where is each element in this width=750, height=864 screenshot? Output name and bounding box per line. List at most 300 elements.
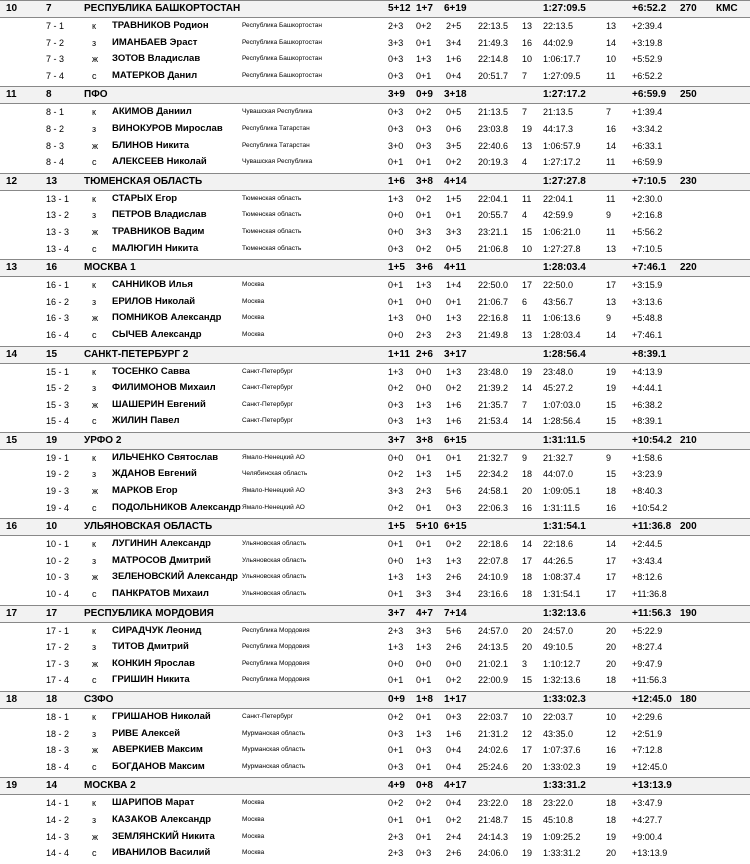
member-shoot-standing: 0+0 (416, 366, 432, 377)
member-stage: ж (92, 140, 99, 151)
member-shoot-standing: 0+1 (416, 452, 432, 463)
member-behind: +6:38.2 (632, 399, 663, 410)
member-row (0, 397, 750, 414)
member-leg-place: 17 (522, 280, 533, 291)
member-cum-place: 15 (606, 469, 617, 480)
member-cum-place: 20 (606, 642, 617, 653)
member-row (0, 795, 750, 812)
member-cum-place: 14 (606, 37, 617, 48)
member-list (0, 277, 750, 343)
member-region: Санкт-Петербург (242, 713, 293, 720)
member-leg-time: 24:57.0 (478, 625, 509, 636)
member-name: ГРИШИН Никита (112, 674, 190, 686)
team-name: РЕСПУБЛИКА БАШКОРТОСТАН (84, 3, 241, 14)
spacer (0, 862, 750, 864)
member-row (0, 310, 750, 327)
member-shoot-sum: 1+6 (446, 54, 462, 65)
member-leg-time: 20:51.7 (478, 70, 509, 81)
member-behind: +8:39.1 (632, 416, 663, 427)
member-row (0, 413, 750, 430)
team-row (0, 346, 750, 364)
member-name: ШАРИПОВ Марат (112, 797, 195, 809)
team-block (0, 86, 750, 172)
member-behind: +3:47.9 (632, 798, 663, 809)
member-leg-time: 21:06.7 (478, 296, 509, 307)
team-penalty-total: 4+17 (444, 780, 467, 792)
member-number: 13 - 2 (46, 210, 70, 221)
member-behind: +9:47.9 (632, 658, 663, 669)
member-shoot-sum: 0+5 (446, 243, 462, 254)
member-cum-time: 1:27:09.5 (543, 70, 581, 81)
team-block (0, 691, 750, 777)
member-cum-place: 19 (606, 761, 617, 772)
team-place: 11 (6, 89, 17, 101)
member-shoot-sum: 0+4 (446, 70, 462, 81)
member-name: ЗЕМЛЯНСКИЙ Никита (112, 830, 215, 842)
member-behind: +8:12.6 (632, 572, 663, 583)
member-shoot-prone: 0+0 (388, 329, 404, 340)
member-shoot-prone: 0+2 (388, 383, 404, 394)
member-shoot-sum: 0+2 (446, 675, 462, 686)
member-number: 14 - 1 (46, 798, 70, 809)
member-name: АВЕРКИЕВ Максим (112, 744, 203, 756)
member-stage: с (92, 589, 97, 600)
member-shoot-standing: 0+3 (416, 123, 432, 134)
member-number: 18 - 2 (46, 728, 70, 739)
member-number: 18 - 3 (46, 745, 70, 756)
member-name: ПАНКРАТОВ Михаил (112, 588, 209, 600)
member-leg-place: 17 (522, 745, 533, 756)
member-shoot-prone: 1+3 (388, 572, 404, 583)
member-cum-time: 44:26.5 (543, 555, 574, 566)
member-number: 15 - 2 (46, 383, 70, 394)
member-number: 8 - 3 (46, 140, 65, 151)
member-stage: с (92, 502, 97, 513)
team-penalty-prone: 3+7 (388, 607, 405, 619)
member-cum-place: 19 (606, 831, 617, 842)
team-row (0, 691, 750, 709)
member-leg-time: 23:21.1 (478, 226, 509, 237)
member-stage: к (92, 366, 96, 377)
member-leg-place: 7 (522, 399, 528, 410)
member-number: 16 - 2 (46, 296, 70, 307)
team-block (0, 346, 750, 432)
member-leg-time: 22:13.5 (478, 21, 509, 31)
member-behind: +11:56.3 (632, 675, 667, 686)
member-behind: +7:12.8 (632, 745, 663, 756)
member-leg-time: 24:14.3 (478, 831, 509, 842)
member-leg-time: 22:18.6 (478, 539, 509, 550)
member-shoot-standing: 0+0 (416, 313, 432, 324)
member-leg-time: 22:50.0 (478, 280, 509, 291)
member-cum-place: 11 (606, 193, 616, 204)
member-shoot-standing: 1+3 (416, 399, 432, 410)
member-leg-place: 19 (522, 123, 533, 134)
team-penalty-prone: 4+9 (388, 780, 405, 792)
member-name: АКИМОВ Даниил (112, 106, 192, 118)
member-shoot-standing: 0+2 (416, 243, 432, 254)
member-number: 7 - 2 (46, 37, 65, 48)
member-leg-place: 20 (522, 642, 533, 653)
member-shoot-prone: 3+3 (388, 486, 404, 497)
team-penalty-standing: 0+9 (416, 89, 433, 101)
team-time: 1:33:02.3 (543, 694, 586, 705)
member-stage: з (92, 210, 97, 221)
member-cum-time: 42:59.9 (543, 210, 574, 221)
member-row (0, 294, 750, 311)
member-leg-time: 22:00.9 (478, 675, 509, 686)
member-shoot-standing: 0+0 (416, 296, 432, 307)
member-region: Санкт-Петербург (242, 384, 293, 392)
member-cum-time: 1:06:57.9 (543, 140, 581, 151)
member-number: 7 - 3 (46, 54, 65, 65)
member-cum-time: 1:33:02.3 (543, 761, 581, 772)
member-cum-time: 49:10.5 (543, 642, 574, 653)
member-row (0, 623, 750, 640)
member-stage: с (92, 70, 97, 81)
member-shoot-sum: 2+3 (446, 329, 462, 340)
member-name: МАТРОСОВ Дмитрий (112, 554, 211, 566)
member-cum-place: 19 (606, 383, 617, 394)
member-row (0, 812, 750, 829)
member-leg-place: 15 (522, 675, 533, 686)
member-region: Москва (242, 281, 265, 289)
member-shoot-standing: 0+0 (416, 383, 432, 394)
member-cum-time: 1:27:27.8 (543, 243, 581, 254)
member-stage: ж (92, 313, 99, 324)
member-leg-time: 21:53.4 (478, 416, 509, 427)
member-behind: +2:16.8 (632, 210, 663, 221)
member-behind: +9:00.4 (632, 831, 663, 842)
member-shoot-prone: 2+3 (388, 625, 404, 636)
member-behind: +2:51.9 (632, 728, 663, 739)
member-cum-time: 45:27.2 (543, 383, 574, 394)
member-leg-time: 21:35.7 (478, 399, 509, 410)
team-bib: 13 (46, 175, 58, 187)
member-cum-place: 10 (606, 54, 617, 65)
member-region: Республика Башкортостан (242, 22, 322, 29)
member-shoot-prone: 0+1 (388, 814, 404, 825)
member-shoot-standing: 3+3 (416, 625, 432, 636)
member-cum-time: 1:28:56.4 (543, 416, 581, 427)
member-name: СЫЧЕВ Александр (112, 328, 202, 340)
member-leg-place: 18 (522, 572, 533, 583)
member-shoot-standing: 0+1 (416, 761, 432, 772)
member-list (0, 364, 750, 430)
member-cum-time: 23:48.0 (543, 366, 574, 377)
member-shoot-standing: 1+3 (416, 469, 432, 480)
member-region: Республика Башкортостан (242, 55, 322, 63)
member-leg-time: 21:49.3 (478, 37, 509, 48)
member-behind: +12:45.0 (632, 761, 668, 772)
member-number: 19 - 1 (46, 452, 70, 463)
member-behind: +3:15.9 (632, 280, 663, 291)
member-name: ШАШЕРИН Евгений (112, 398, 206, 410)
team-place: 16 (6, 521, 18, 533)
member-shoot-prone: 2+3 (388, 848, 404, 859)
member-row (0, 466, 750, 483)
member-leg-place: 16 (522, 37, 533, 48)
team-place: 17 (6, 607, 18, 619)
member-name: ГРИШАНОВ Николай (112, 711, 211, 722)
team-bib: 10 (46, 521, 58, 533)
team-behind: +12:45.0 (632, 694, 672, 705)
member-behind: +13:13.9 (632, 848, 668, 859)
member-cum-place: 10 (606, 712, 617, 722)
member-shoot-prone: 2+3 (388, 831, 404, 842)
team-penalty-total: 6+15 (444, 521, 467, 533)
team-penalty-prone: 5+12 (388, 3, 411, 14)
team-bib: 17 (46, 607, 58, 619)
member-cum-time: 45:10.8 (543, 814, 574, 825)
team-row (0, 605, 750, 623)
member-row (0, 726, 750, 743)
member-shoot-sum: 5+6 (446, 625, 462, 636)
member-leg-place: 10 (522, 54, 533, 65)
member-cum-place: 7 (606, 107, 612, 118)
member-leg-place: 18 (522, 798, 533, 809)
team-block (0, 0, 750, 86)
member-cum-time: 23:22.0 (543, 798, 574, 809)
team-place: 18 (6, 694, 18, 705)
member-row (0, 536, 750, 553)
team-name: МОСКВА 1 (84, 262, 136, 274)
team-time: 1:33:31.2 (543, 780, 586, 792)
member-shoot-standing: 1+3 (416, 555, 432, 566)
member-stage: з (92, 296, 97, 307)
member-shoot-prone: 0+3 (388, 399, 404, 410)
member-leg-time: 24:13.5 (478, 642, 509, 653)
member-number: 14 - 4 (46, 848, 70, 859)
member-shoot-standing: 0+3 (416, 140, 432, 151)
member-shoot-standing: 1+3 (416, 572, 432, 583)
member-list (0, 709, 750, 775)
member-behind: +5:56.2 (632, 226, 663, 237)
team-points: 230 (680, 175, 697, 187)
member-shoot-sum: 0+2 (446, 539, 462, 550)
team-block (0, 518, 750, 604)
team-penalty-total: 3+18 (444, 89, 467, 101)
member-behind: +6:52.2 (632, 70, 663, 81)
member-shoot-sum: 1+5 (446, 193, 462, 204)
member-number: 19 - 3 (46, 486, 70, 497)
member-leg-place: 4 (522, 210, 528, 221)
member-number: 17 - 1 (46, 625, 70, 636)
member-leg-time: 25:24.6 (478, 761, 509, 772)
member-shoot-prone: 0+1 (388, 157, 404, 168)
team-rank: КМС (716, 3, 738, 14)
member-shoot-prone: 1+3 (388, 193, 404, 204)
member-shoot-prone: 1+3 (388, 313, 404, 324)
member-cum-place: 9 (606, 313, 612, 324)
member-leg-place: 3 (522, 658, 528, 669)
team-penalty-total: 7+14 (444, 607, 467, 619)
member-shoot-sum: 0+4 (446, 761, 462, 772)
member-cum-place: 17 (606, 572, 617, 583)
member-cum-time: 1:10:12.7 (543, 658, 581, 669)
member-shoot-sum: 5+6 (446, 486, 462, 497)
member-name: ЗЕЛЕНОВСКИЙ Александр (112, 571, 238, 583)
member-number: 10 - 1 (46, 539, 70, 550)
member-cum-time: 22:03.7 (543, 712, 574, 722)
member-region: Мурманская область (242, 762, 306, 770)
member-region: Москва (242, 314, 265, 322)
member-cum-time: 1:09:05.1 (543, 486, 581, 497)
team-penalty-prone: 3+7 (388, 434, 405, 446)
member-name: ТРАВНИКОВ Вадим (112, 225, 205, 237)
member-region: Ульяновская область (242, 540, 307, 548)
member-stage: к (92, 193, 96, 204)
member-leg-place: 4 (522, 157, 528, 168)
team-row (0, 173, 750, 191)
team-place: 19 (6, 780, 18, 792)
member-list (0, 18, 750, 84)
member-cum-place: 14 (606, 329, 617, 340)
member-region: Республика Башкортостан (242, 38, 322, 46)
member-shoot-prone: 0+0 (388, 452, 404, 463)
member-stage: с (92, 675, 97, 686)
team-penalty-prone: 1+11 (388, 348, 410, 360)
member-shoot-prone: 0+1 (388, 589, 404, 600)
member-cum-time: 1:28:03.4 (543, 329, 581, 340)
member-leg-place: 13 (522, 329, 533, 340)
member-stage: з (92, 555, 97, 566)
member-leg-time: 22:07.8 (478, 555, 509, 566)
member-shoot-sum: 0+3 (446, 712, 462, 722)
member-shoot-standing: 0+1 (416, 157, 432, 168)
member-shoot-prone: 0+0 (388, 226, 404, 237)
member-leg-time: 21:39.2 (478, 383, 509, 394)
team-behind: +6:59.9 (632, 89, 667, 101)
team-name: ПФО (84, 89, 108, 101)
member-leg-time: 21:06.8 (478, 243, 509, 254)
member-behind: +3:43.4 (632, 555, 663, 566)
member-leg-time: 23:48.0 (478, 366, 509, 377)
member-name: ТИТОВ Дмитрий (112, 641, 189, 653)
member-number: 8 - 1 (46, 107, 65, 118)
team-penalty-prone: 1+5 (388, 262, 405, 274)
member-cum-place: 18 (606, 675, 617, 686)
member-leg-time: 22:16.8 (478, 313, 509, 324)
team-penalty-total: 4+14 (444, 175, 467, 187)
member-row (0, 380, 750, 397)
team-bib: 7 (46, 3, 52, 14)
member-row (0, 51, 750, 68)
member-number: 18 - 4 (46, 761, 70, 772)
member-shoot-standing: 2+3 (416, 486, 432, 497)
member-list (0, 104, 750, 170)
member-stage: к (92, 539, 96, 550)
team-behind: +10:54.2 (632, 434, 672, 446)
member-leg-time: 24:02.6 (478, 745, 509, 756)
member-shoot-prone: 0+0 (388, 210, 404, 221)
member-cum-time: 1:07:03.0 (543, 399, 581, 410)
team-behind: +11:36.8 (632, 521, 672, 533)
member-shoot-prone: 0+1 (388, 296, 404, 307)
team-behind: +11:56.3 (632, 607, 672, 619)
member-cum-place: 13 (606, 296, 617, 307)
team-name: МОСКВА 2 (84, 780, 136, 792)
team-row (0, 86, 750, 104)
member-shoot-sum: 3+3 (446, 226, 462, 237)
member-row (0, 742, 750, 759)
member-leg-place: 14 (522, 383, 533, 394)
team-behind: +7:46.1 (632, 262, 667, 274)
member-cum-place: 9 (606, 452, 612, 463)
member-region: Мурманская область (242, 729, 306, 737)
member-shoot-prone: 0+3 (388, 761, 404, 772)
member-row (0, 553, 750, 570)
member-cum-time: 43:35.0 (543, 728, 574, 739)
member-row (0, 639, 750, 656)
member-behind: +2:44.5 (632, 539, 663, 550)
member-behind: +3:19.8 (632, 37, 663, 48)
member-behind: +3:23.9 (632, 469, 663, 480)
member-number: 16 - 3 (46, 313, 70, 324)
member-name: ПОДОЛЬНИКОВ Александр (112, 501, 241, 513)
team-name: УРФО 2 (84, 434, 122, 446)
team-time: 1:28:03.4 (543, 262, 586, 274)
member-shoot-standing: 1+3 (416, 728, 432, 739)
member-leg-place: 20 (522, 625, 533, 636)
member-shoot-sum: 1+3 (446, 555, 462, 566)
member-cum-place: 20 (606, 848, 617, 859)
member-number: 15 - 4 (46, 416, 70, 427)
team-penalty-prone: 3+9 (388, 89, 405, 101)
member-cum-time: 1:32:13.6 (543, 675, 581, 686)
member-behind: +2:30.0 (632, 193, 663, 204)
member-row (0, 450, 750, 467)
team-penalty-total: 6+15 (444, 434, 467, 446)
member-behind: +3:34.2 (632, 123, 663, 134)
team-bib: 18 (46, 694, 58, 705)
member-shoot-standing: 0+1 (416, 814, 432, 825)
team-penalty-prone: 0+9 (388, 694, 405, 705)
member-stage: с (92, 761, 97, 772)
member-row (0, 586, 750, 603)
member-region: Мурманская область (242, 746, 306, 754)
member-number: 8 - 2 (46, 123, 65, 134)
member-leg-place: 16 (522, 502, 533, 513)
member-stage: к (92, 798, 96, 809)
member-row (0, 656, 750, 673)
member-shoot-standing: 0+0 (416, 658, 432, 669)
member-shoot-sum: 1+3 (446, 313, 462, 324)
member-number: 15 - 1 (46, 366, 70, 377)
member-row (0, 138, 750, 155)
member-number: 10 - 2 (46, 555, 70, 566)
member-stage: с (92, 329, 97, 340)
team-time: 1:32:13.6 (543, 607, 586, 619)
member-shoot-standing: 0+1 (416, 712, 432, 722)
member-cum-time: 1:07:37.6 (543, 745, 581, 756)
member-row (0, 500, 750, 517)
member-row (0, 277, 750, 294)
member-leg-time: 21:02.1 (478, 658, 509, 669)
member-row (0, 104, 750, 121)
member-name: МАЛЮГИН Никита (112, 242, 199, 254)
member-leg-time: 22:34.2 (478, 469, 509, 480)
member-region: Республика Мордовия (242, 626, 310, 634)
member-shoot-sum: 3+4 (446, 37, 462, 48)
member-leg-place: 9 (522, 452, 528, 463)
team-row (0, 777, 750, 795)
member-shoot-standing: 3+3 (416, 226, 432, 237)
member-stage: з (92, 469, 97, 480)
member-stage: к (92, 452, 96, 463)
member-cum-time: 24:57.0 (543, 625, 574, 636)
member-leg-time: 23:03.8 (478, 123, 509, 134)
